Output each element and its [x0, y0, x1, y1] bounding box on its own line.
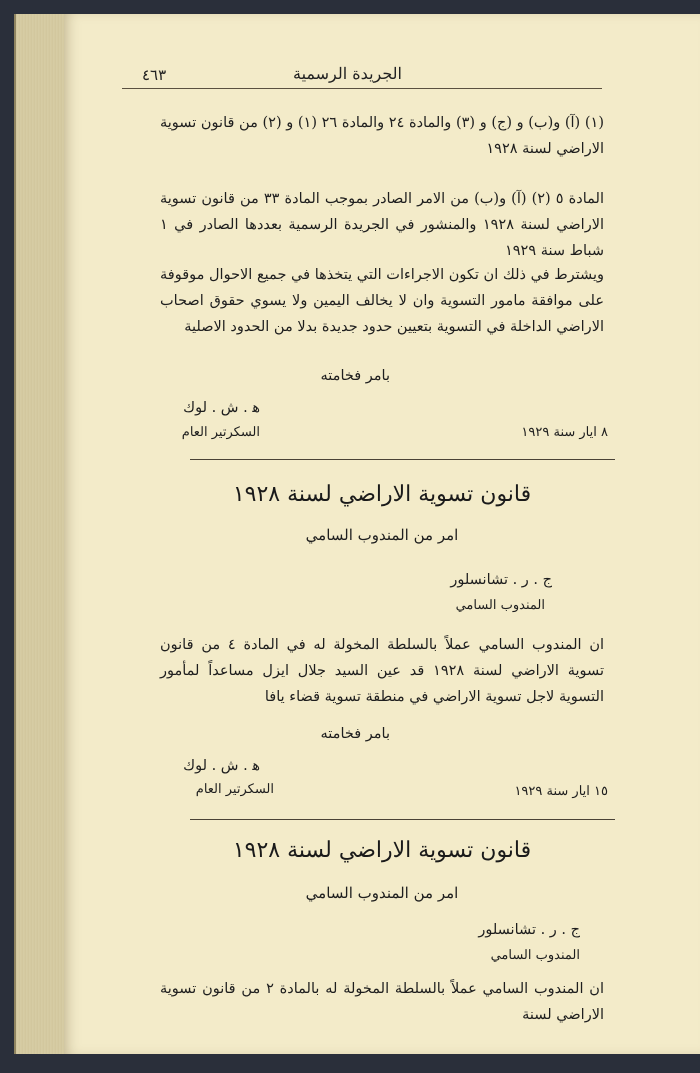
running-title: الجريدة الرسمية: [292, 64, 402, 83]
section-divider: [190, 819, 615, 820]
section-divider: [190, 459, 615, 460]
by-order-line: بامر فخامته: [320, 726, 390, 742]
order-date: ٨ ايار سنة ١٩٢٩: [521, 425, 608, 440]
order-subtitle: امر من المندوب السامي: [305, 884, 459, 902]
signature-name: ﻫ . ش . لوك: [183, 400, 260, 416]
law-title: قانون تسوية الاراضي لسنة ١٩٢٨: [232, 482, 532, 507]
by-order-line: بامر فخامته: [320, 368, 390, 384]
commissioner-name: ج . ر . تشانسلور: [478, 922, 580, 938]
commissioner-title: المندوب السامي: [455, 598, 545, 613]
paragraph-conditions: ويشترط في ذلك ان تكون الاجراءات التي يتخذها في جميع الاحوال موقوفة على موافقة مامور التسوية وان لا يخالف اليمين ولا يسوي حقوق اصحاب الاراضي الداخلة في التسوية بتعيين حدود جديدة بدلا من الحدود الاصلية: [160, 267, 604, 335]
paragraph-order-reference: المادة ٥ (٢) (آ) و(ب) من الامر الصادر بموجب المادة ٣٣ من قانون تسوية الاراضي لسنة ١٩٢٨ والمنشور في الجريدة الرسمية بعددها الصادر في ١ شباط سنة ١٩٢٩: [160, 191, 604, 259]
paragraph-article-references: (١) (آ) و(ب) و (ج) و (٣) والمادة ٢٤ والمادة ٢٦ (١) و (٢) من قانون تسوية الاراضي لسنة ١٩٢٨: [160, 115, 604, 157]
signature-title: السكرتير العام: [195, 782, 274, 797]
paragraph-order-text: ان المندوب السامي عملاً بالسلطة المخولة له بالمادة ٢ من قانون تسوية الاراضي لسنة: [160, 981, 604, 1023]
law-title: قانون تسوية الاراضي لسنة ١٩٢٨: [232, 838, 532, 863]
order-date: ١٥ ايار سنة ١٩٢٩: [514, 784, 608, 799]
signature-name: ﻫ . ش . لوك: [183, 758, 260, 774]
commissioner-title: المندوب السامي: [490, 948, 580, 963]
signature-title: السكرتير العام: [181, 425, 260, 440]
book-page-edges: [14, 14, 68, 1054]
page-header: [122, 62, 602, 89]
page-number: ٤٦٣: [142, 66, 167, 84]
commissioner-name: ج . ر . تشانسلور: [450, 572, 552, 588]
paragraph-appointment: ان المندوب السامي عملاً بالسلطة المخولة له في المادة ٤ من قانون تسوية الاراضي لسنة ١٩٢٨ قد عين السيد جلال ايزل مساعداً لمأمور التسوية لاجل تسوية الاراضي في منطقة تسوية قضاء يافا: [160, 637, 605, 705]
order-subtitle: امر من المندوب السامي: [305, 526, 459, 544]
